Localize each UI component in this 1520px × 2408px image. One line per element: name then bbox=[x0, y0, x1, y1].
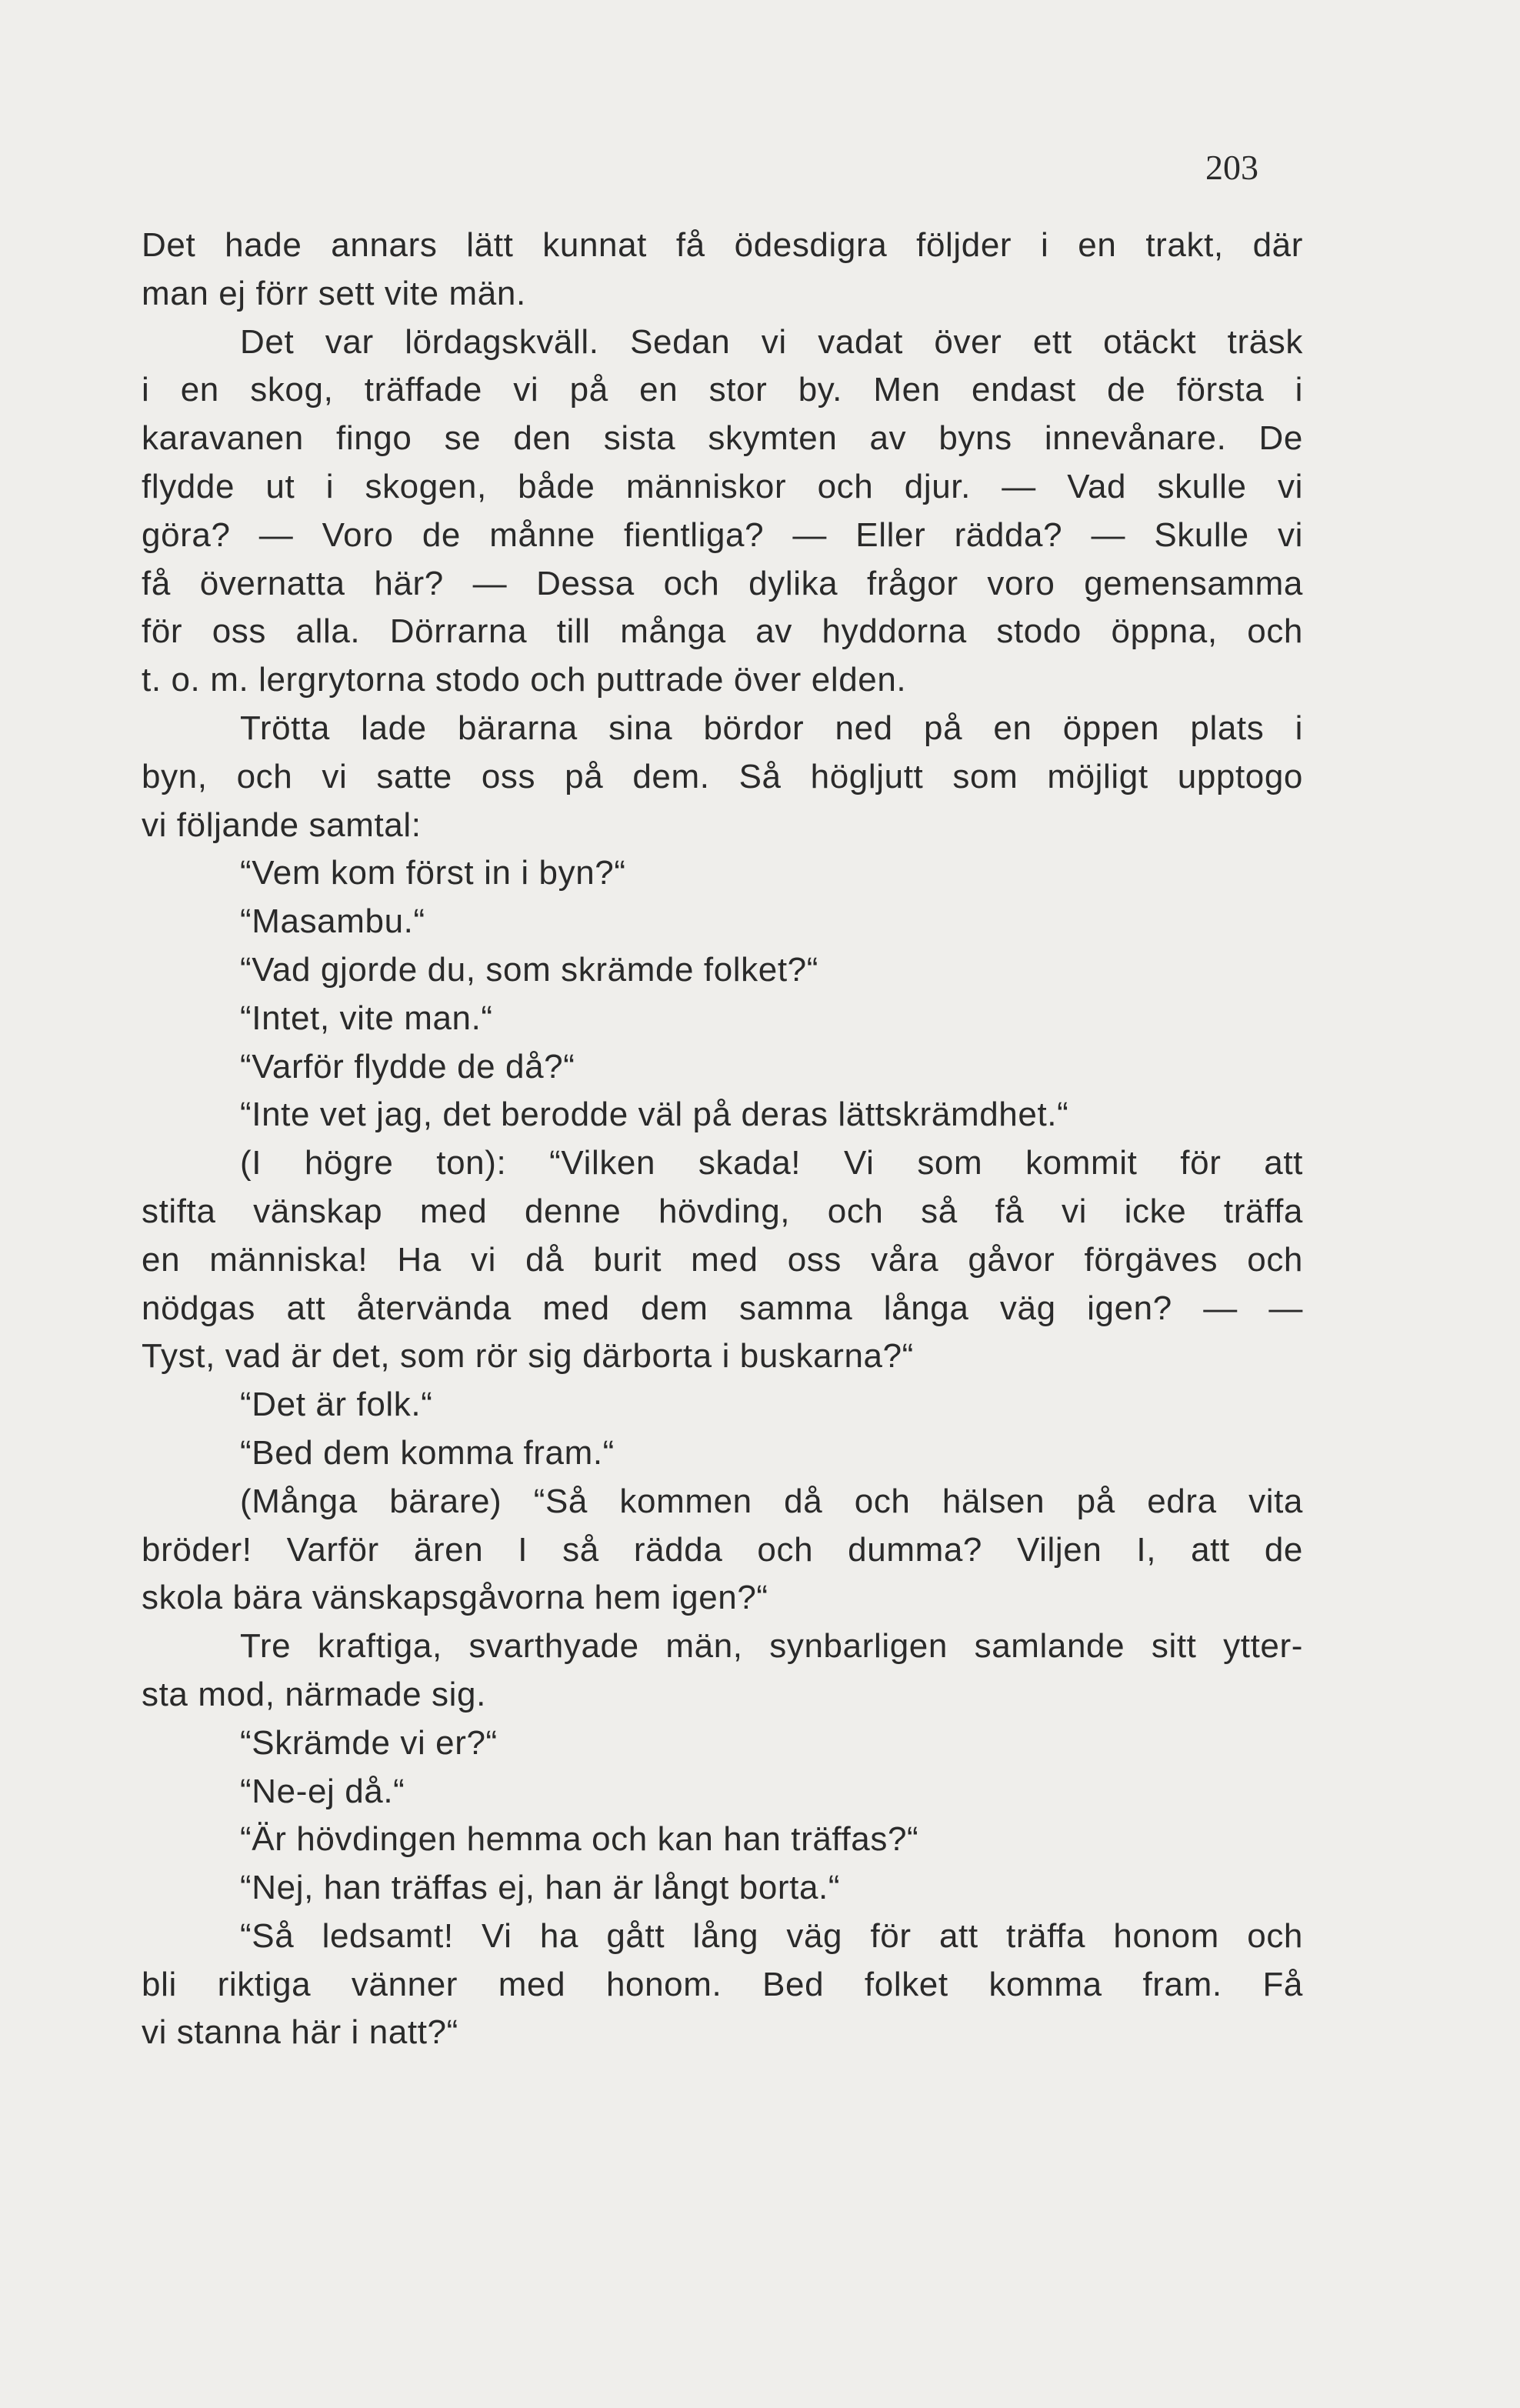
text-line: i en skog, träffade vi på en stor by. Men endast de första i bbox=[142, 371, 1303, 409]
page-body-text bbox=[142, 222, 1303, 2057]
text-line: “Intet, vite man.“ bbox=[240, 999, 493, 1037]
text-line: få övernatta här? — Dessa och dylika frågor voro gemensamma bbox=[142, 564, 1303, 602]
text-line: en människa! Ha vi då burit med oss våra gåvor förgäves och bbox=[142, 1240, 1303, 1279]
text-line: Det hade annars lätt kunnat få ödesdigra följder i en trakt, där bbox=[142, 226, 1303, 264]
text-line: vi stanna här i natt?“ bbox=[142, 2013, 458, 2052]
text-line: “Nej, han träffas ej, han är långt borta.“ bbox=[240, 1869, 841, 1907]
text-line: göra? — Voro de månne fientliga? — Eller rädda? — Skulle vi bbox=[142, 515, 1303, 554]
text-line: skola bära vänskapsgåvorna hem igen?“ bbox=[142, 1579, 768, 1617]
text-line: t. o. m. lergrytorna stodo och puttrade över elden. bbox=[142, 661, 907, 699]
text-line: bröder! Varför ären I så rädda och dumma? Viljen I, att de bbox=[142, 1530, 1303, 1569]
text-line: “Skrämde vi er?“ bbox=[240, 1723, 498, 1762]
text-line: Trötta lade bärarna sina bördor ned på en öppen plats i bbox=[240, 709, 1303, 747]
text-line: flydde ut i skogen, både människor och djur. — Vad skulle vi bbox=[142, 467, 1303, 505]
text-line: Tre kraftiga, svarthyade män, synbarligen samlande sitt ytter- bbox=[240, 1627, 1303, 1666]
text-line: “Bed dem komma fram.“ bbox=[240, 1433, 615, 1472]
text-line: Tyst, vad är det, som rör sig därborta i buskarna?“ bbox=[142, 1337, 914, 1376]
text-line: sta mod, närmade sig. bbox=[142, 1675, 486, 1713]
text-line: “Det är folk.“ bbox=[240, 1386, 433, 1424]
text-line: “Inte vet jag, det berodde väl på deras lättskrämdhet.“ bbox=[240, 1096, 1069, 1134]
text-line: karavanen fingo se den sista skymten av byns innevånare. De bbox=[142, 419, 1303, 458]
text-line: bli riktiga vänner med honom. Bed folket komma fram. Få bbox=[142, 1965, 1303, 2003]
text-line: (Många bärare) “Så kommen då och hälsen på edra vita bbox=[240, 1482, 1303, 1520]
text-line: nödgas att återvända med dem samma långa väg igen? — — bbox=[142, 1289, 1303, 1327]
text-line: “Vad gjorde du, som skrämde folket?“ bbox=[240, 950, 819, 989]
text-line: “Masambu.“ bbox=[240, 902, 425, 941]
page-number: 203 bbox=[1205, 148, 1258, 187]
text-line: “Varför flydde de då?“ bbox=[240, 1047, 575, 1086]
text-line: Det var lördagskväll. Sedan vi vadat över ett otäckt träsk bbox=[240, 322, 1303, 361]
text-line: byn, och vi satte oss på dem. Så högljutt som möjligt upptogo bbox=[142, 757, 1303, 795]
text-line: (I högre ton): “Vilken skada! Vi som kommit för att bbox=[240, 1144, 1303, 1182]
text-line: för oss alla. Dörrarna till många av hyddorna stodo öppna, och bbox=[142, 612, 1303, 651]
text-line: vi följande samtal: bbox=[142, 805, 422, 844]
text-line: man ej förr sett vite män. bbox=[142, 274, 526, 312]
text-line: “Ne-ej då.“ bbox=[240, 1772, 405, 1810]
text-line: “Är hövdingen hemma och kan han träffas?“ bbox=[240, 1820, 919, 1859]
text-line: stifta vänskap med denne hövding, och så få vi icke träffa bbox=[142, 1192, 1303, 1230]
text-line: “Vem kom först in i byn?“ bbox=[240, 854, 626, 892]
text-line: “Så ledsamt! Vi ha gått lång väg för att träffa honom och bbox=[240, 1916, 1303, 1955]
